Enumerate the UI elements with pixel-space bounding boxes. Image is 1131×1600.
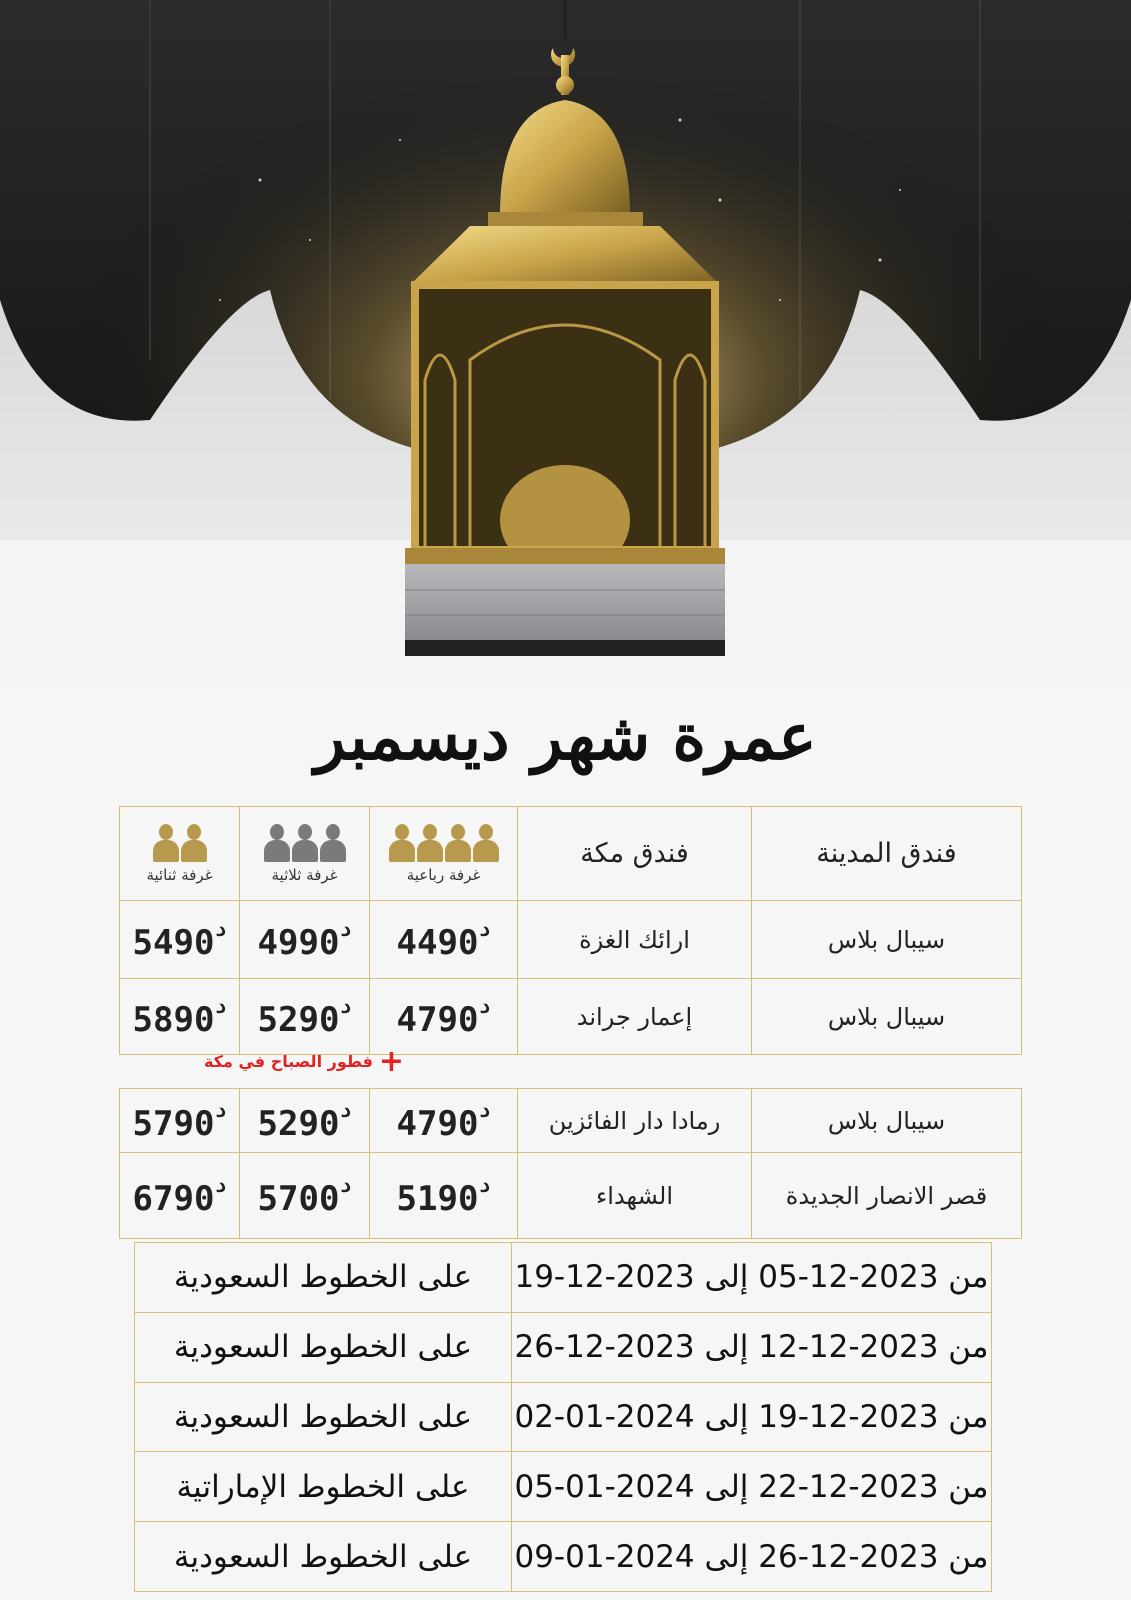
trip-dates-table	[135, 1242, 992, 1592]
plus-icon: +	[378, 1044, 405, 1079]
double-price-cell: $5790^د$	[120, 1089, 240, 1153]
double-price-cell: $5490^د$	[120, 901, 240, 979]
airline-cell: على الخطوط السعودية	[135, 1382, 512, 1452]
triple-price-cell: $5700^د$	[240, 1153, 370, 1239]
triple-price-cell: $5290^د$	[240, 979, 370, 1055]
header-madinah-hotel: فندق المدينة	[752, 807, 1022, 901]
quad-people-icon	[389, 824, 499, 862]
airline-cell: على الخطوط السعودية	[135, 1312, 512, 1382]
header-quad-room: غرفة رباعية	[370, 807, 518, 901]
madinah-hotel-cell: سيبال بلاس	[752, 979, 1022, 1055]
triple-price-cell: $4990^د$	[240, 901, 370, 979]
madinah-hotel-cell: سيبال بلاس	[752, 1089, 1022, 1153]
madinah-hotel-cell: قصر الانصار الجديدة	[752, 1153, 1022, 1239]
makkah-hotel-cell: ارائك الغزة	[518, 901, 752, 979]
airline-cell: على الخطوط السعودية	[135, 1243, 512, 1313]
quad-price-cell: $4790^د$	[370, 1089, 518, 1153]
table-header-row	[120, 807, 1022, 901]
airline-cell: على الخطوط الإماراتية	[135, 1452, 512, 1522]
table-row	[120, 1089, 1022, 1153]
table-row	[135, 1312, 992, 1382]
hotels-price-table	[120, 806, 1022, 1226]
trip-period-cell: من 2023-12-26 إلى 2024-01-09	[512, 1522, 992, 1592]
triple-price-cell: $5290^د$	[240, 1089, 370, 1153]
trip-period-cell: من 2023-12-05 إلى 2023-12-19	[512, 1243, 992, 1313]
makkah-hotel-cell: إعمار جراند	[518, 979, 752, 1055]
table-row	[135, 1382, 992, 1452]
header-triple-room: غرفة ثلاثية	[240, 807, 370, 901]
double-price-cell: $5890^د$	[120, 979, 240, 1055]
quad-price-cell: $4790^د$	[370, 979, 518, 1055]
lantern-illustration	[0, 0, 1131, 690]
airline-cell: على الخطوط السعودية	[135, 1522, 512, 1592]
header-makkah-hotel: فندق مكة	[518, 807, 752, 901]
trip-period-cell: من 2023-12-22 إلى 2024-01-05	[512, 1452, 992, 1522]
table-row	[135, 1452, 992, 1522]
double-price-cell: $6790^د$	[120, 1153, 240, 1239]
quad-price-cell: $5190^د$	[370, 1153, 518, 1239]
hero-banner	[0, 0, 1131, 690]
double-people-icon	[153, 824, 207, 862]
trip-period-cell: من 2023-12-12 إلى 2023-12-26	[512, 1312, 992, 1382]
makkah-hotel-cell: رمادا دار الفائزين	[518, 1089, 752, 1153]
madinah-hotel-cell: سيبال بلاس	[752, 901, 1022, 979]
makkah-hotel-cell: الشهداء	[518, 1153, 752, 1239]
triple-people-icon	[264, 824, 346, 862]
page-title: عمرة شهر ديسمبر	[314, 700, 817, 775]
header-double-room: غرفة ثنائية	[120, 807, 240, 901]
quad-price-cell: $4490^د$	[370, 901, 518, 979]
table-row	[135, 1243, 992, 1313]
table-row	[135, 1522, 992, 1592]
trip-period-cell: من 2023-12-19 إلى 2024-01-02	[512, 1382, 992, 1452]
table-row	[120, 1153, 1022, 1239]
table-row	[120, 901, 1022, 979]
breakfast-note: +فطور الصباح في مكة	[204, 1044, 405, 1079]
